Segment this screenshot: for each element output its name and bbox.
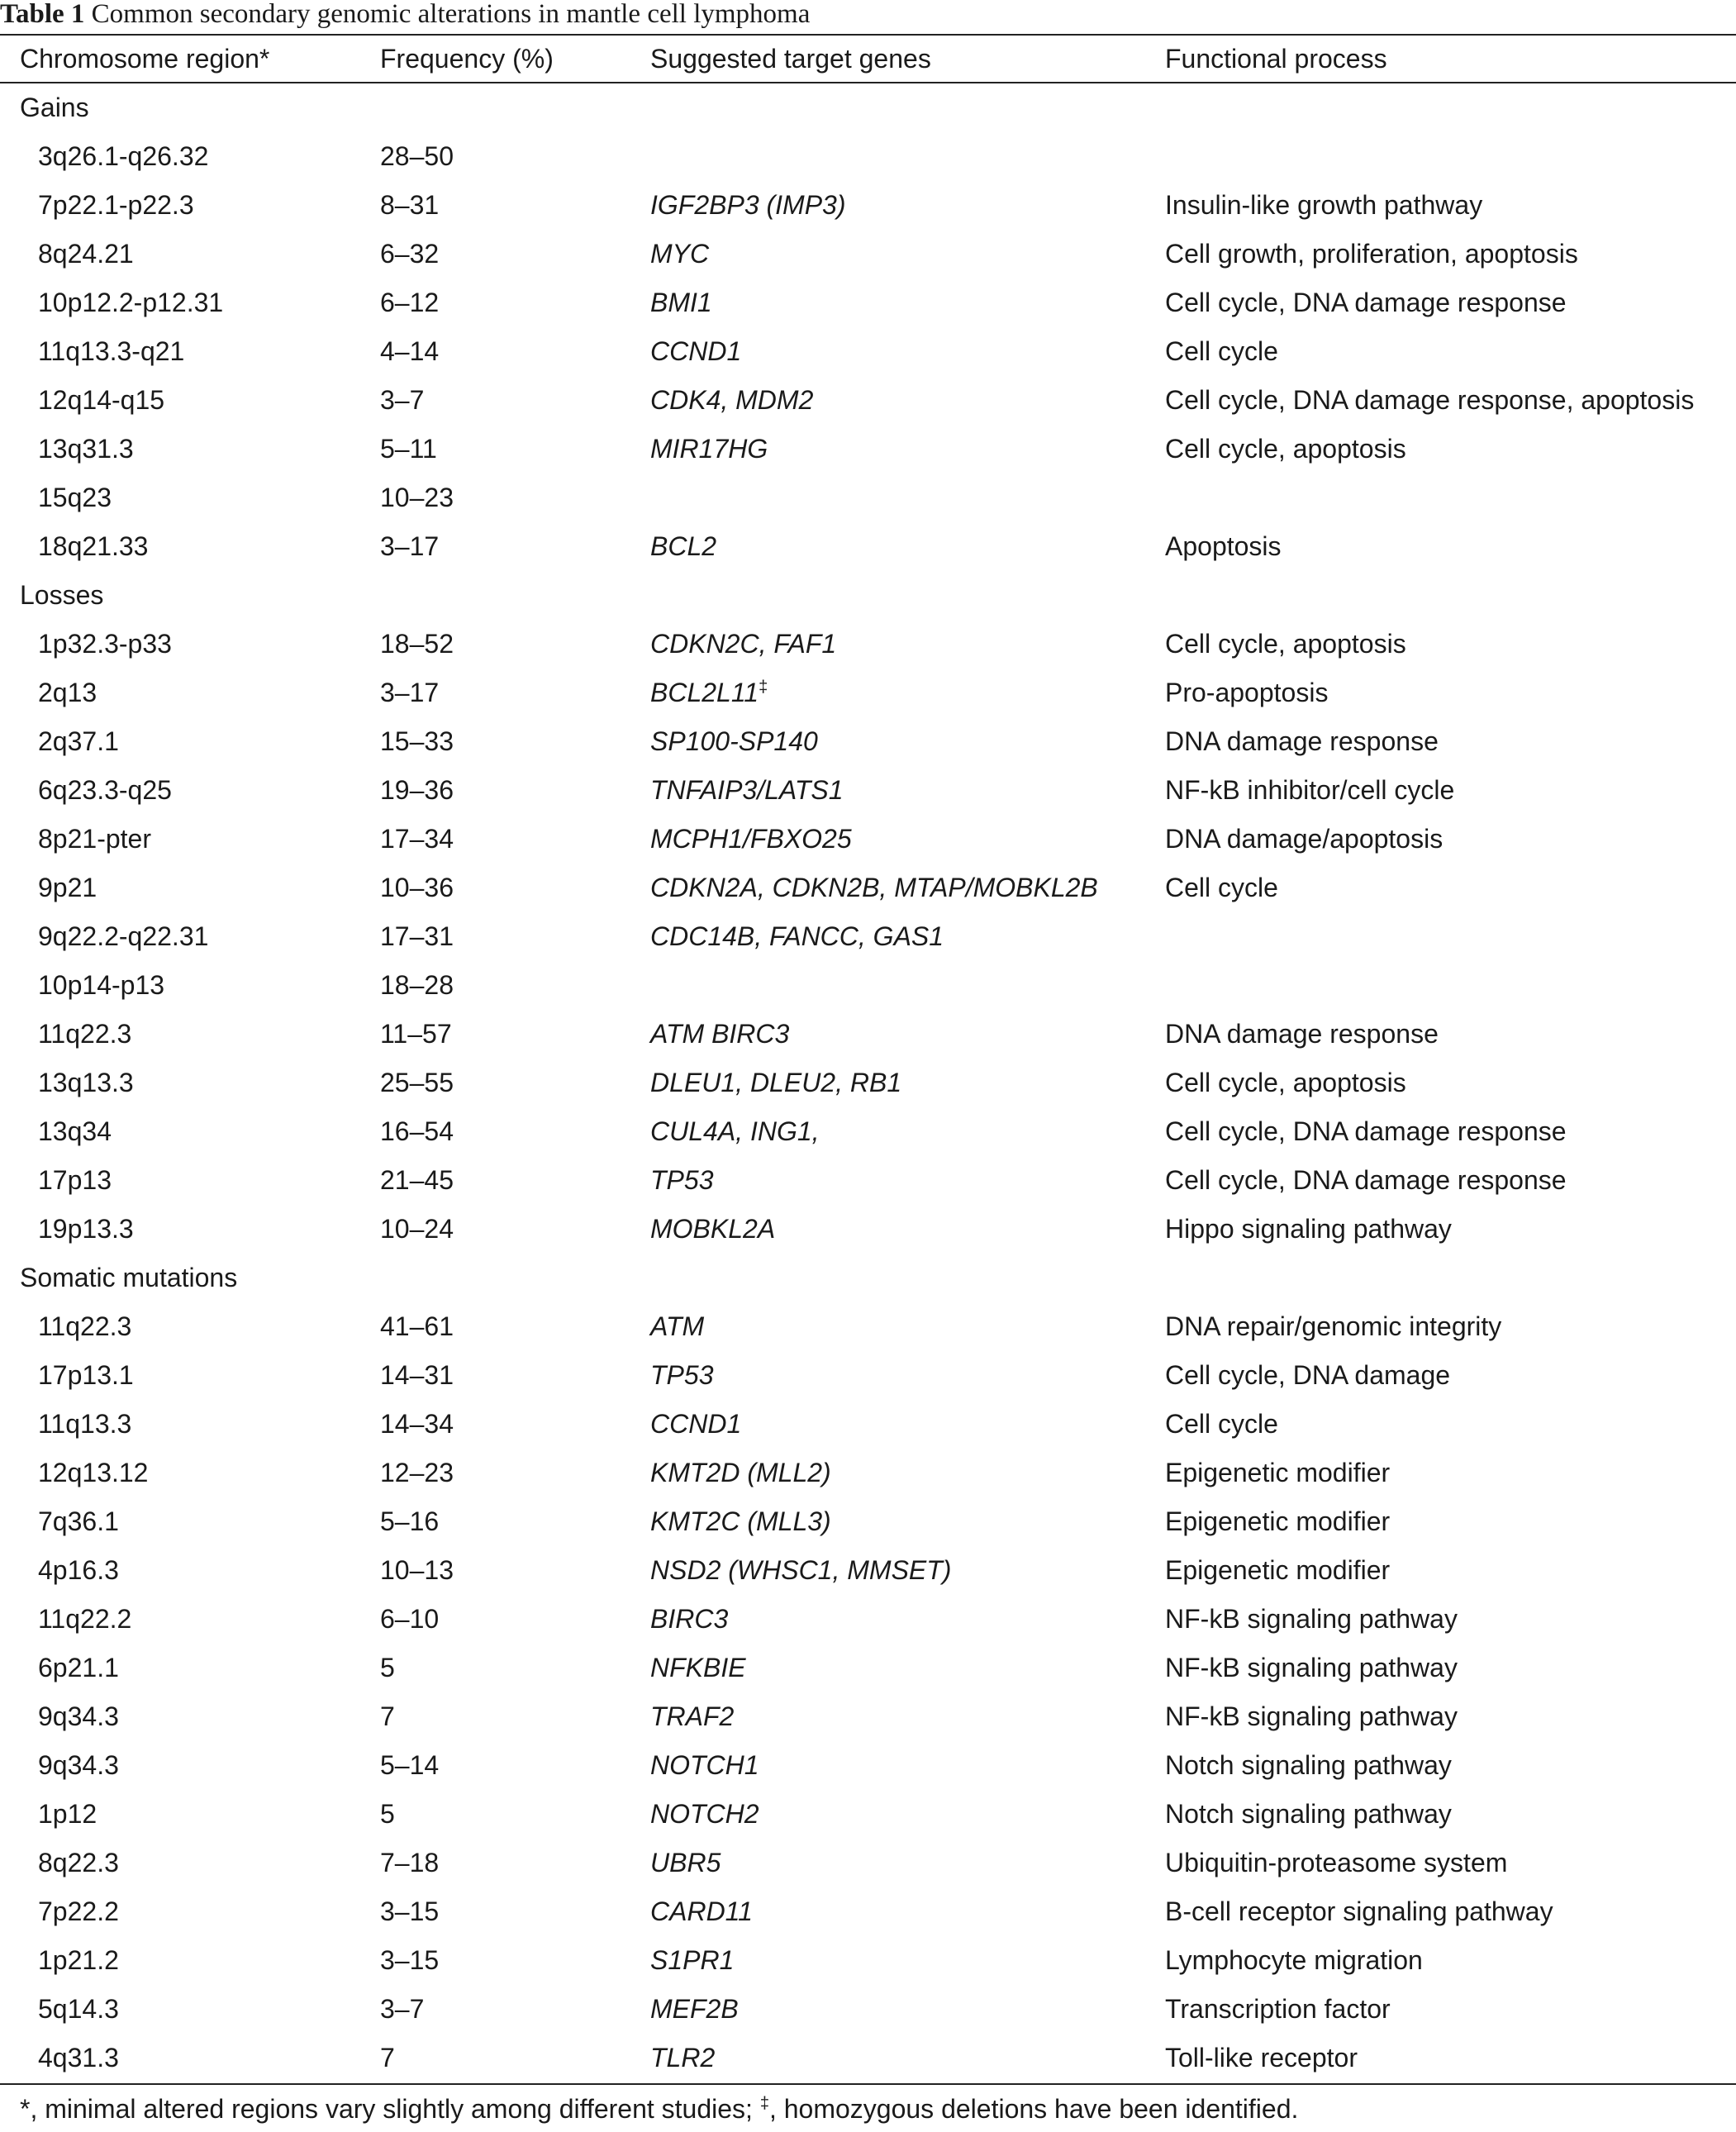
- frequency-cell: 5–16: [380, 1506, 440, 1536]
- functional-process-cell: Toll-like receptor: [1165, 2043, 1358, 2073]
- target-genes-text: ATM BIRC3: [650, 1019, 790, 1049]
- target-genes-text: CDK4, MDM2: [650, 385, 814, 415]
- target-genes-text: CDKN2A, CDKN2B, MTAP/MOBKL2B: [650, 873, 1098, 902]
- target-genes-text: NFKBIE: [650, 1653, 746, 1682]
- functional-process-cell: DNA damage/apoptosis: [1165, 824, 1443, 854]
- target-genes-text: NOTCH2: [650, 1799, 759, 1829]
- target-genes-cell: [650, 181, 846, 230]
- table-row: [0, 1546, 1736, 1595]
- target-genes-text: SP100-SP140: [650, 726, 818, 756]
- chromosome-region-cell: 7p22.2: [38, 1896, 119, 1926]
- frequency-cell: 28–50: [380, 141, 454, 171]
- target-genes-text: MCPH1/FBXO25: [650, 824, 852, 854]
- frequency-cell: 16–54: [380, 1116, 454, 1146]
- frequency-cell: 7: [380, 2043, 395, 2073]
- frequency-cell: 7: [380, 1701, 395, 1731]
- chromosome-region-cell: 12q14-q15: [38, 385, 165, 415]
- footnote-mark-double-dagger: ‡: [759, 2094, 769, 2113]
- frequency-cell: 5–14: [380, 1750, 440, 1780]
- header-chromosome-region: Chromosome region*: [20, 44, 270, 74]
- table-row: [0, 766, 1736, 815]
- table-row: [0, 1644, 1736, 1692]
- chromosome-region-cell: 1p21.2: [38, 1945, 119, 1975]
- functional-process-cell: Cell cycle, DNA damage response: [1165, 288, 1567, 317]
- table-row: [0, 2034, 1736, 2082]
- target-genes-cell: [650, 864, 1098, 912]
- target-genes-text: ATM: [650, 1311, 705, 1341]
- functional-process-cell: NF-kB inhibitor/cell cycle: [1165, 775, 1455, 805]
- target-genes-cell: [650, 669, 768, 717]
- functional-process-cell: Notch signaling pathway: [1165, 1799, 1452, 1829]
- table-row: [0, 864, 1736, 912]
- target-genes-cell: [650, 1059, 901, 1107]
- target-genes-cell: [650, 766, 844, 815]
- table-row: [0, 425, 1736, 474]
- chromosome-region-cell: 6p21.1: [38, 1653, 119, 1682]
- functional-process-cell: NF-kB signaling pathway: [1165, 1653, 1458, 1682]
- table-row: [0, 815, 1736, 864]
- target-genes-cell: [650, 1936, 734, 1985]
- header-frequency: Frequency (%): [380, 44, 554, 74]
- table-row: [0, 1497, 1736, 1546]
- chromosome-region-cell: 3q26.1-q26.32: [38, 141, 209, 171]
- functional-process-cell: Cell cycle: [1165, 336, 1278, 366]
- chromosome-region-cell: 12q13.12: [38, 1458, 149, 1487]
- table-caption-text: Common secondary genomic alterations in mantle cell lymphoma: [91, 0, 811, 29]
- target-genes-cell: [650, 230, 709, 278]
- table-row: [0, 912, 1736, 961]
- table-row: [0, 1741, 1736, 1790]
- functional-process-cell: DNA damage response: [1165, 726, 1439, 756]
- chromosome-region-cell: 17p13.1: [38, 1360, 134, 1390]
- chromosome-region-cell: 9p21: [38, 873, 98, 902]
- chromosome-region-cell: 11q22.3: [38, 1311, 132, 1341]
- functional-process-cell: Cell cycle, DNA damage: [1165, 1360, 1451, 1390]
- target-genes-text: CARD11: [650, 1896, 753, 1926]
- section-title: Gains: [20, 93, 89, 122]
- chromosome-region-cell: 17p13: [38, 1165, 112, 1195]
- target-genes-text: BCL2L11: [650, 678, 759, 707]
- target-genes-cell: [650, 376, 813, 425]
- chromosome-region-cell: 8q22.3: [38, 1848, 119, 1877]
- target-genes-cell: [650, 327, 741, 376]
- target-genes-text: TP53: [650, 1360, 714, 1390]
- table-row: [0, 230, 1736, 278]
- table-row: [0, 1449, 1736, 1497]
- target-genes-cell: [650, 2034, 715, 2082]
- functional-process-cell: Cell cycle, apoptosis: [1165, 434, 1406, 464]
- target-genes-cell: [650, 912, 944, 961]
- target-genes-cell: [650, 815, 852, 864]
- section-title: Losses: [20, 580, 104, 610]
- functional-process-cell: Cell cycle: [1165, 1409, 1278, 1439]
- chromosome-region-cell: 8q24.21: [38, 239, 134, 269]
- chromosome-region-cell: 9q34.3: [38, 1750, 119, 1780]
- target-genes-cell: [650, 1839, 721, 1887]
- frequency-cell: 17–31: [380, 921, 454, 951]
- chromosome-region-cell: 11q13.3: [38, 1409, 132, 1439]
- chromosome-region-cell: 11q22.3: [38, 1019, 132, 1049]
- frequency-cell: 41–61: [380, 1311, 454, 1341]
- table-row: [0, 1839, 1736, 1887]
- table-row: [0, 181, 1736, 230]
- header-target-genes: Suggested target genes: [650, 44, 931, 74]
- functional-process-cell: Epigenetic modifier: [1165, 1458, 1391, 1487]
- frequency-cell: 18–28: [380, 970, 454, 1000]
- target-genes-cell: [650, 1595, 728, 1644]
- functional-process-cell: Cell cycle: [1165, 873, 1278, 902]
- functional-process-cell: Lymphocyte migration: [1165, 1945, 1423, 1975]
- frequency-cell: 5: [380, 1653, 395, 1682]
- target-genes-text: MEF2B: [650, 1994, 739, 2024]
- chromosome-region-cell: 1p32.3-p33: [38, 629, 172, 659]
- target-genes-cell: [650, 1790, 759, 1839]
- frequency-cell: 15–33: [380, 726, 454, 756]
- target-genes-cell: [650, 1887, 753, 1936]
- chromosome-region-cell: 11q22.2: [38, 1604, 132, 1634]
- chromosome-region-cell: 1p12: [38, 1799, 98, 1829]
- frequency-cell: 3–7: [380, 1994, 425, 2024]
- chromosome-region-cell: 8p21-pter: [38, 824, 151, 854]
- chromosome-region-cell: 13q31.3: [38, 434, 134, 464]
- table-row: [0, 1887, 1736, 1936]
- target-genes-text: NSD2 (WHSC1, MMSET): [650, 1555, 952, 1585]
- footnote-mark-asterisk: *: [20, 2094, 31, 2124]
- target-genes-text: TNFAIP3/LATS1: [650, 775, 844, 805]
- chromosome-region-cell: 7p22.1-p22.3: [38, 190, 194, 220]
- functional-process-cell: Cell cycle, DNA damage response: [1165, 1116, 1567, 1146]
- chromosome-region-cell: 11q13.3-q21: [38, 336, 185, 366]
- target-genes-cell: [650, 522, 716, 571]
- table-row: [0, 278, 1736, 327]
- chromosome-region-cell: 18q21.33: [38, 531, 149, 561]
- frequency-cell: 14–34: [380, 1409, 454, 1439]
- functional-process-cell: Ubiquitin-proteasome system: [1165, 1848, 1508, 1877]
- target-genes-text: UBR5: [650, 1848, 721, 1877]
- frequency-cell: 25–55: [380, 1068, 454, 1097]
- table-header-row: [0, 35, 1736, 83]
- frequency-cell: 3–15: [380, 1945, 440, 1975]
- table-row: [0, 1107, 1736, 1156]
- target-genes-text: BIRC3: [650, 1604, 729, 1634]
- functional-process-cell: DNA damage response: [1165, 1019, 1439, 1049]
- footnote-text-1: , minimal altered regions vary slightly among different studies;: [30, 2094, 760, 2124]
- header-functional-process: Functional process: [1165, 44, 1387, 74]
- target-genes-text: CDC14B, FANCC, GAS1: [650, 921, 944, 951]
- functional-process-cell: Cell cycle, apoptosis: [1165, 1068, 1406, 1097]
- table-row: [0, 474, 1736, 522]
- frequency-cell: 10–36: [380, 873, 454, 902]
- target-genes-cell: [650, 1205, 775, 1254]
- functional-process-cell: Epigenetic modifier: [1165, 1555, 1391, 1585]
- target-genes-cell: [650, 1692, 734, 1741]
- section-row: [0, 1254, 1736, 1302]
- frequency-cell: 3–17: [380, 531, 440, 561]
- chromosome-region-cell: 2q13: [38, 678, 98, 707]
- target-genes-text: CUL4A, ING1,: [650, 1116, 820, 1146]
- frequency-cell: 17–34: [380, 824, 454, 854]
- chromosome-region-cell: 15q23: [38, 483, 112, 512]
- functional-process-cell: Hippo signaling pathway: [1165, 1214, 1452, 1244]
- frequency-cell: 6–32: [380, 239, 440, 269]
- functional-process-cell: B-cell receptor signaling pathway: [1165, 1896, 1553, 1926]
- functional-process-cell: Transcription factor: [1165, 1994, 1391, 2024]
- functional-process-cell: NF-kB signaling pathway: [1165, 1701, 1458, 1731]
- target-genes-text: KMT2D (MLL2): [650, 1458, 831, 1487]
- frequency-cell: 10–13: [380, 1555, 454, 1585]
- table-row: [0, 717, 1736, 766]
- chromosome-region-cell: 4q31.3: [38, 2043, 119, 2073]
- table-row: [0, 1595, 1736, 1644]
- target-genes-cell: [650, 1497, 831, 1546]
- target-genes-text: CDKN2C, FAF1: [650, 629, 837, 659]
- table-footnote: [20, 2086, 1298, 2125]
- chromosome-region-cell: 13q34: [38, 1116, 112, 1146]
- frequency-cell: 4–14: [380, 336, 440, 366]
- frequency-cell: 6–10: [380, 1604, 440, 1634]
- frequency-cell: 11–57: [380, 1019, 452, 1049]
- table-row: [0, 1351, 1736, 1400]
- footnote-text-2: , homozygous deletions have been identified.: [768, 2094, 1299, 2124]
- target-genes-text: TLR2: [650, 2043, 716, 2073]
- target-genes-text: BCL2: [650, 531, 717, 561]
- frequency-cell: 3–7: [380, 385, 425, 415]
- frequency-cell: 19–36: [380, 775, 454, 805]
- table-row: [0, 1936, 1736, 1985]
- target-genes-cell: [650, 1985, 739, 2034]
- chromosome-region-cell: 13q13.3: [38, 1068, 134, 1097]
- table-row: [0, 132, 1736, 181]
- functional-process-cell: Cell cycle, DNA damage response, apoptosis: [1165, 385, 1695, 415]
- target-genes-cell: [650, 278, 712, 327]
- table-row: [0, 961, 1736, 1010]
- functional-process-cell: DNA repair/genomic integrity: [1165, 1311, 1502, 1341]
- target-genes-cell: [650, 717, 818, 766]
- target-genes-footnote-mark: ‡: [759, 678, 768, 697]
- functional-process-cell: NF-kB signaling pathway: [1165, 1604, 1458, 1634]
- target-genes-text: TRAF2: [650, 1701, 735, 1731]
- functional-process-cell: Cell cycle, apoptosis: [1165, 629, 1406, 659]
- chromosome-region-cell: 19p13.3: [38, 1214, 134, 1244]
- target-genes-text: BMI1: [650, 288, 712, 317]
- target-genes-cell: [650, 1400, 741, 1449]
- target-genes-text: TP53: [650, 1165, 714, 1195]
- section-title: Somatic mutations: [20, 1263, 238, 1292]
- target-genes-text: IGF2BP3 (IMP3): [650, 190, 846, 220]
- frequency-cell: 7–18: [380, 1848, 440, 1877]
- target-genes-text: MOBKL2A: [650, 1214, 776, 1244]
- table-row: [0, 1985, 1736, 2034]
- table-row: [0, 1400, 1736, 1449]
- chromosome-region-cell: 5q14.3: [38, 1994, 119, 2024]
- target-genes-text: MIR17HG: [650, 434, 768, 464]
- table-row: [0, 522, 1736, 571]
- frequency-cell: 12–23: [380, 1458, 454, 1487]
- chromosome-region-cell: 9q34.3: [38, 1701, 119, 1731]
- chromosome-region-cell: 6q23.3-q25: [38, 775, 172, 805]
- table-row: [0, 669, 1736, 717]
- target-genes-text: NOTCH1: [650, 1750, 759, 1780]
- table-row: [0, 1156, 1736, 1205]
- chromosome-region-cell: 2q37.1: [38, 726, 119, 756]
- frequency-cell: 14–31: [380, 1360, 454, 1390]
- chromosome-region-cell: 7q36.1: [38, 1506, 119, 1536]
- target-genes-text: S1PR1: [650, 1945, 735, 1975]
- frequency-cell: 3–17: [380, 678, 440, 707]
- functional-process-cell: Cell cycle, DNA damage response: [1165, 1165, 1567, 1195]
- target-genes-cell: [650, 1351, 713, 1400]
- functional-process-cell: Notch signaling pathway: [1165, 1750, 1452, 1780]
- table-row: [0, 1059, 1736, 1107]
- table-bottom-rule: [0, 2083, 1736, 2085]
- functional-process-cell: Cell growth, proliferation, apoptosis: [1165, 239, 1578, 269]
- target-genes-cell: [650, 1644, 746, 1692]
- target-genes-cell: [650, 1546, 951, 1595]
- target-genes-cell: [650, 1156, 713, 1205]
- table-row: [0, 376, 1736, 425]
- frequency-cell: 21–45: [380, 1165, 454, 1195]
- table-caption: [0, 0, 810, 33]
- table-row: [0, 1302, 1736, 1351]
- table-row: [0, 1692, 1736, 1741]
- target-genes-text: CCND1: [650, 336, 742, 366]
- frequency-cell: 10–24: [380, 1214, 454, 1244]
- chromosome-region-cell: 4p16.3: [38, 1555, 119, 1585]
- frequency-cell: 3–15: [380, 1896, 440, 1926]
- table-row: [0, 1205, 1736, 1254]
- frequency-cell: 10–23: [380, 483, 454, 512]
- frequency-cell: 8–31: [380, 190, 440, 220]
- target-genes-cell: [650, 1107, 820, 1156]
- target-genes-cell: [650, 1302, 704, 1351]
- chromosome-region-cell: 9q22.2-q22.31: [38, 921, 209, 951]
- target-genes-text: CCND1: [650, 1409, 742, 1439]
- table-row: [0, 620, 1736, 669]
- section-row: [0, 571, 1736, 620]
- frequency-cell: 18–52: [380, 629, 454, 659]
- target-genes-text: DLEU1, DLEU2, RB1: [650, 1068, 902, 1097]
- chromosome-region-cell: 10p12.2-p12.31: [38, 288, 224, 317]
- functional-process-cell: Pro-apoptosis: [1165, 678, 1329, 707]
- target-genes-cell: [650, 1449, 831, 1497]
- section-row: [0, 83, 1736, 132]
- functional-process-cell: Epigenetic modifier: [1165, 1506, 1391, 1536]
- target-genes-text: KMT2C (MLL3): [650, 1506, 831, 1536]
- target-genes-cell: [650, 1741, 759, 1790]
- target-genes-cell: [650, 425, 768, 474]
- frequency-cell: 6–12: [380, 288, 440, 317]
- table-caption-label: Table 1: [0, 0, 85, 29]
- target-genes-cell: [650, 1010, 789, 1059]
- target-genes-text: MYC: [650, 239, 710, 269]
- table-row: [0, 1790, 1736, 1839]
- frequency-cell: 5–11: [380, 434, 437, 464]
- table-row: [0, 327, 1736, 376]
- functional-process-cell: Apoptosis: [1165, 531, 1282, 561]
- table-row: [0, 1010, 1736, 1059]
- functional-process-cell: Insulin-like growth pathway: [1165, 190, 1483, 220]
- frequency-cell: 5: [380, 1799, 395, 1829]
- target-genes-cell: [650, 620, 836, 669]
- chromosome-region-cell: 10p14-p13: [38, 970, 165, 1000]
